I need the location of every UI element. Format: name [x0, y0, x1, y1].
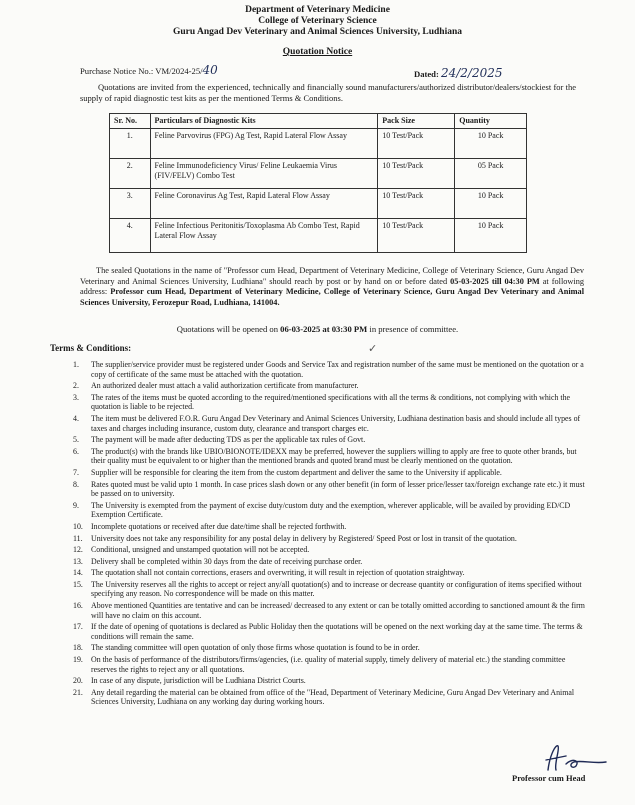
term-number: 21.	[73, 687, 83, 697]
term-number: 9.	[73, 500, 79, 510]
terms-heading: Terms & Conditions:	[50, 343, 132, 353]
term-number: 1.	[73, 360, 79, 369]
term-text: University does not take any responsibility for any postal delay in delivery by Registered/ Speed Post or lost in transit of the quotation.	[91, 533, 517, 543]
cell-sr: 2.	[110, 159, 151, 189]
term-number: 7.	[73, 467, 79, 477]
term-text: The quotation shall not contain corrections, erasers and overwriting, it will result in rejection of quotation straightway.	[91, 568, 465, 578]
signature-label: Professor cum Head	[512, 773, 586, 783]
cell-quantity: 10 Pack	[455, 189, 527, 219]
list-item	[50, 393, 590, 412]
term-text: The rates of the items must be quoted according to the required/mentioned specifications with all the terms & conditions, not complying with which the quotation is liable to be rejected.	[91, 392, 571, 412]
term-number: 5.	[73, 435, 79, 445]
list-item	[50, 522, 590, 532]
term-number: 14.	[73, 568, 83, 578]
term-number: 20.	[73, 676, 83, 686]
cell-pack-size: 10 Test/Pack	[378, 129, 455, 159]
header-department: Department of Veterinary Medicine	[245, 5, 390, 15]
term-text: An authorized dealer must attach a valid authorization certificate from manufacturer.	[91, 381, 359, 391]
cell-kit-name: Feline Infectious Peritonitis/Toxoplasma Ab Combo Test, Rapid Lateral Flow Assay	[150, 219, 378, 253]
term-text: Supplier will be responsible for clearing the item from the custom department and deliver the same to the University if applicable.	[91, 467, 502, 477]
table-row	[110, 129, 527, 159]
list-item	[50, 435, 590, 445]
term-text: Any detail regarding the material can be obtained from office of the "Head, Department of Veterinary Medicine, Guru Angad Dev Veterinary and Animal Sciences University, Ludhiana on any working day during working hours.	[91, 687, 575, 707]
list-item	[50, 447, 590, 466]
term-number: 12.	[73, 545, 83, 555]
list-item	[50, 643, 590, 653]
list-item	[50, 480, 590, 499]
cell-kit-name: Feline Coronavirus Ag Test, Rapid Lateral Flow Assay	[150, 189, 378, 219]
term-text: The item must be delivered F.O.R. Guru Angad Dev Veterinary and Animal Sciences University, Ludhiana destination basis and should include all types of taxes and charges including insurance, custom duty, clearance and transport charges etc.	[91, 413, 581, 433]
cell-quantity: 10 Pack	[455, 129, 527, 159]
header-university: Guru Angad Dev Veterinary and Animal Sciences University, Ludhiana	[173, 27, 462, 37]
term-text: The University reserves all the rights to accept or reject any/all quotation(s) and to increase or decrease quantity or configuration of items specified without specifying any reason. No correspondence will be made on this matter.	[91, 579, 582, 599]
list-item	[50, 501, 590, 520]
cell-sr: 1.	[110, 129, 151, 159]
list-item	[50, 381, 590, 391]
sealed-address: Professor cum Head, Department of Veterinary Medicine, College of Veterinary Science, Guru Angad Dev Veterinary and Animal Sciences University, Ferozepur Road, Ludhiana, 141004.	[80, 287, 584, 307]
table-row	[110, 189, 527, 219]
list-item	[50, 557, 590, 567]
opening-text-1: Quotations will be opened on	[176, 324, 281, 334]
term-number: 4.	[73, 413, 79, 423]
term-text: Delivery shall be completed within 30 days from the date of receiving purchase order.	[91, 556, 363, 566]
cell-pack-size: 10 Test/Pack	[378, 189, 455, 219]
term-text: In case of any dispute, jurisdiction will be Ludhiana District Courts.	[91, 676, 306, 686]
cell-quantity: 05 Pack	[455, 159, 527, 189]
table-row	[110, 219, 527, 253]
term-text: The payment will be made after deducting TDS as per the applicable tax rules of Govt.	[91, 435, 366, 445]
intro-paragraph: Quotations are invited from the experienced, technically and financially sound manufacturers/authorized distributor/dealers/stockiest for the supply of rapid diagnostic test kits as per the mentioned Terms & Conditions.	[80, 82, 576, 103]
list-item	[50, 414, 590, 433]
cell-pack-size: 10 Test/Pack	[378, 219, 455, 253]
term-text: Conditional, unsigned and unstamped quotation will not be accepted.	[91, 545, 310, 555]
term-number: 8.	[73, 479, 79, 489]
kits-table	[109, 113, 527, 253]
term-number: 6.	[73, 446, 79, 456]
list-item	[50, 360, 590, 379]
cell-sr: 4.	[110, 219, 151, 253]
col-pack-size: Pack Size	[378, 114, 455, 129]
term-number: 16.	[73, 601, 83, 611]
opening-datetime: 06-03-2025 at 03:30 PM	[280, 324, 368, 334]
cell-pack-size: 10 Test/Pack	[378, 159, 455, 189]
dated-label: Dated:	[414, 69, 439, 79]
opening-text-2: in presence of committee.	[367, 324, 459, 334]
handwritten-tick-mark: ✓	[368, 343, 378, 355]
list-item	[50, 676, 590, 686]
term-text: The University is exempted from the payment of excise duty/custom duty and the exemption, wherever applicable, will be availed by providing ED/CD Exemption Certificate.	[91, 500, 571, 520]
term-text: Incomplete quotations or received after due date/time shall be rejected forthwith.	[91, 521, 347, 531]
cell-kit-name: Feline Immunodeficiency Virus/ Feline Leukaemia Virus (FIV/FELV) Combo Test	[150, 159, 378, 189]
table-header-row	[110, 114, 527, 129]
sealed-text-1: The sealed Quotations in the name of "Professor cum Head, Department of Veterinary Medicine, College of Veterinary Science, Guru Angad Dev Veterinary and Animal Sciences University, Ludhiana" should reach by post or by hand on or before dated	[80, 266, 584, 286]
term-text: The supplier/service provider must be registered under Goods and Service Tax and registration number of the same must be mentioned on the quotation or a copy of certificate of the same must be attached with the quotation.	[91, 360, 584, 379]
list-item	[50, 580, 590, 599]
term-number: 15.	[73, 579, 83, 589]
list-item	[50, 534, 590, 544]
dated-value: 24/2/2025	[440, 66, 503, 80]
purchase-notice-label: Purchase Notice No.: VM/2024-25/	[80, 66, 203, 76]
term-number: 11.	[73, 533, 83, 543]
term-text: Rates quoted must be valid upto 1 month. In case prices slash down or any other benefit (in form of lesser price/lesser tax/foreign exchange rate etc.) it must be passed on to university.	[91, 479, 585, 499]
term-number: 2.	[73, 381, 79, 391]
term-text: If the date of opening of quotations is declared as Public Holiday then the quotations will be opened on the next working day at the same time. The terms & conditions will remain the same.	[91, 622, 583, 641]
sealed-text-2: at following address:	[80, 276, 584, 296]
notice-title: Quotation Notice	[282, 47, 353, 57]
dated	[414, 66, 503, 80]
list-item	[50, 688, 590, 707]
opening-notice	[0, 324, 635, 334]
purchase-notice	[80, 63, 218, 77]
sealed-deadline: 05-03-2025 till 04:30 PM	[450, 276, 540, 286]
terms-list	[50, 360, 590, 709]
sealed-quotation-paragraph	[80, 266, 584, 308]
list-item	[50, 655, 590, 674]
term-number: 13.	[73, 556, 83, 566]
table-row	[110, 159, 527, 189]
term-number: 3.	[73, 392, 79, 402]
term-number: 18.	[73, 643, 83, 653]
cell-sr: 3.	[110, 189, 151, 219]
list-item	[50, 568, 590, 578]
term-text: On the basis of performance of the distributors/firms/agencies, (i.e. quality of material supply, timely delivery of material etc.) the standing committee reserves the rights to reject any or all quotations.	[91, 655, 566, 674]
term-text: The product(s) with the brands like UBIO/BIONOTE/IDEXX may be preferred, however the suppliers willing to apply are free to quote other brands, but their quality must be equivalent to or higher than the mentioned brands and quoted brand must be clearly mentioned on the quotation.	[91, 446, 577, 466]
list-item	[50, 601, 590, 620]
col-sr-no: Sr. No.	[110, 114, 151, 129]
term-number: 17.	[73, 622, 83, 632]
list-item	[50, 622, 590, 641]
term-number: 19.	[73, 655, 83, 665]
col-particulars: Particulars of Diagnostic Kits	[150, 114, 378, 129]
term-number: 10.	[73, 521, 83, 531]
list-item	[50, 545, 590, 555]
cell-kit-name: Feline Parvovirus (FPG) Ag Test, Rapid Lateral Flow Assay	[150, 129, 378, 159]
purchase-notice-number: 40	[202, 63, 218, 77]
header-college: College of Veterinary Science	[258, 16, 377, 26]
term-text: Above mentioned Quantities are tentative and can be increased/ decreased to any extent or can be totally omitted according to sanctioned amount & the firm will have no claim on this account.	[91, 601, 585, 620]
cell-quantity: 10 Pack	[455, 219, 527, 253]
list-item	[50, 468, 590, 478]
term-text: The standing committee will open quotation of only those firms whose quotation is found to be in order.	[91, 643, 420, 653]
col-quantity: Quantity	[455, 114, 527, 129]
